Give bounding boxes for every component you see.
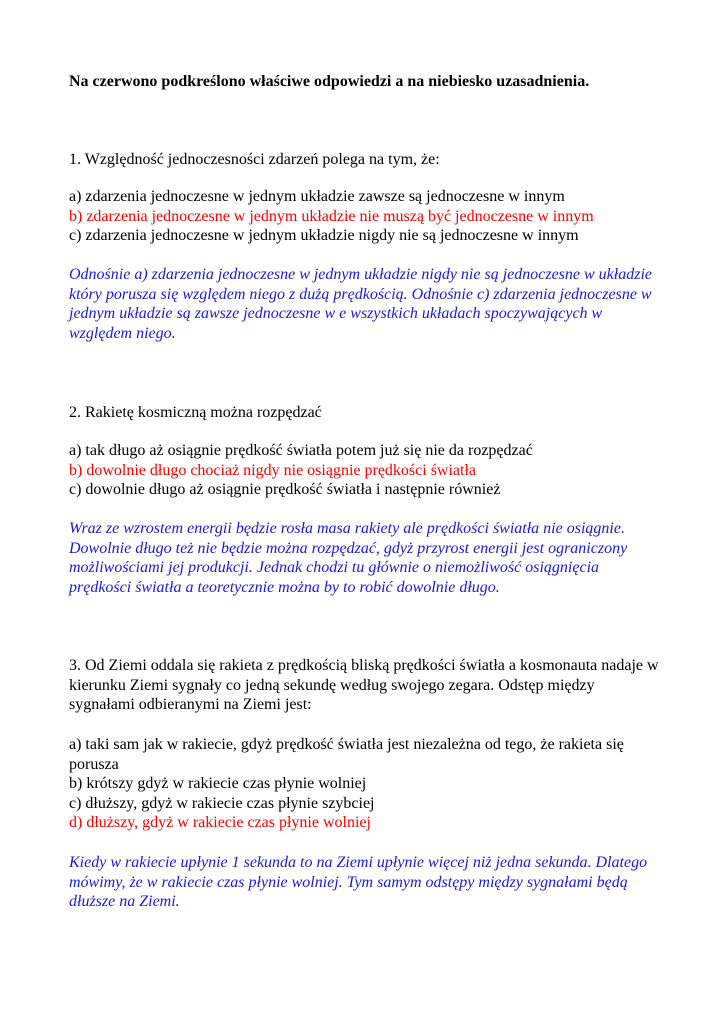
question-2-option-c: c) dowolnie długo aż osiągnie prędkość światła i następnie również bbox=[69, 481, 501, 499]
question-3-option-a: a) taki sam jak w rakiecie, gdyż prędkość światła jest niezależna od tego, że rakieta się porusza bbox=[69, 736, 624, 773]
question-2-option-a: a) tak długo aż osiągnie prędkość światła potem już się nie da rozpędzać bbox=[69, 442, 533, 459]
question-3-options bbox=[69, 735, 659, 833]
question-3-explanation: Kiedy w rakiecie upłynie 1 sekunda to na Ziemi upłynie więcej niż jedna sekunda. Dlatego mówimy, że w rakiecie czas płynie wolniej. Tym samym odstępy między sygnałami będą dłuższe na Ziemi. bbox=[69, 854, 648, 911]
question-1-options bbox=[69, 187, 659, 246]
question-1-text: 1. Względność jednoczesności zdarzeń polega na tym, że: bbox=[69, 151, 440, 168]
question-1-option-c: c) zdarzenia jednoczesne w jednym układzie nigdy nie są jednoczesne w innym bbox=[69, 227, 579, 245]
question-2-option-b-correct: b) dowolnie długo chociaż nigdy nie osiągnie prędkości światła bbox=[69, 461, 477, 479]
question-3-option-b: b) krótszy gdyż w rakiecie czas płynie wolniej bbox=[69, 775, 367, 793]
question-1-option-b-correct: b) zdarzenia jednoczesne w jednym układzie nie muszą być jednoczesne w innym bbox=[69, 207, 594, 225]
question-2-explanation: Wraz ze wzrostem energii będzie rosła masa rakiety ale prędkości światła nie osiągnie. Dowolnie długo też nie będzie można rozpędzać, gdyż przyrost energii jest ograniczony możliwościami jej produkcji. Jednak chodzi tu głównie o niemożliwość osiągnięcia prędkości światła a teoretycznie można by to robić dowolnie długo. bbox=[69, 520, 628, 596]
question-2-text: 2. Rakietę kosmiczną można rozpędzać bbox=[69, 404, 322, 421]
question-3-option-c: c) dłuższy, gdyż w rakiecie czas płynie szybciej bbox=[69, 794, 375, 812]
question-1-explanation: Odnośnie a) zdarzenia jednoczesne w jednym układzie nigdy nie są jednoczesne w układzie który porusza się względem niego z dużą prędkością. Odnośnie c) zdarzenia jednoczesne w jednym układzie są zawsze jednoczesne w e wszystkich układach spoczywających w względem niego. bbox=[69, 266, 652, 342]
page-heading: Na czerwono podkreślono właściwe odpowiedzi a na niebiesko uzasadnienia. bbox=[69, 73, 590, 90]
question-3-text: 3. Od Ziemi oddala się rakieta z prędkością bliską prędkości światła a kosmonauta nadaje w kierunku Ziemi sygnały co jedną sekundę według swojego zegara. Odstęp między sygnałami odbieranymi na Ziemi jest: bbox=[69, 657, 659, 714]
question-3-option-d-correct: d) dłuższy, gdyż w rakiecie czas płynie wolniej bbox=[69, 814, 371, 832]
question-1-option-a: a) zdarzenia jednoczesne w jednym układzie zawsze są jednoczesne w innym bbox=[69, 188, 565, 205]
question-2-options bbox=[69, 441, 659, 500]
